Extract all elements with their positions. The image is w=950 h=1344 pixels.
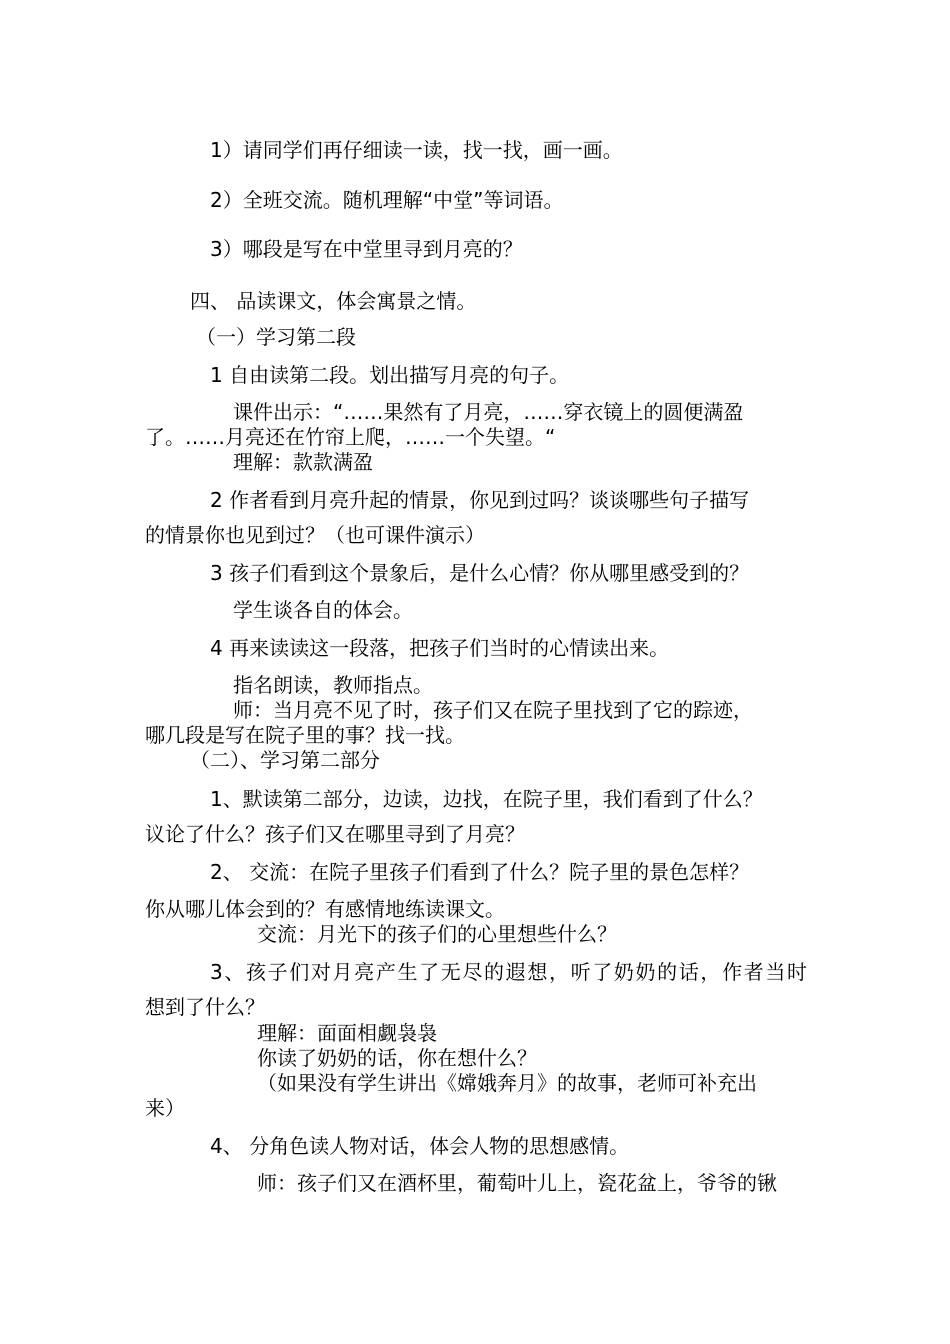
exchange-moonlight-thoughts: 交流：月光下的孩子们的心里想些什么？ — [257, 922, 617, 946]
part2-item-3-line-1: 3、孩子们对月亮产生了无尽的遐想，听了奶奶的话，作者当时 — [210, 960, 807, 984]
item-2-line-1: 2 作者看到月亮升起的情景，你见到过吗？谈谈哪些句子描写 — [210, 488, 750, 512]
item-1-free-reading: 1 自由读第二段。划出描写月亮的句子。 — [210, 363, 570, 387]
subsection-one-heading: （一）学习第二段 — [196, 325, 356, 349]
section-four-heading: 四、 品读课文，体会寓景之情。 — [190, 289, 477, 313]
teacher-closing-line: 师：孩子们又在酒杯里，葡萄叶儿上，瓷花盆上，爷爷的锹 — [257, 1171, 777, 1195]
part2-item-3-line-2: 想到了什么？ — [145, 995, 265, 1019]
part2-item-1-line-1: 1、默读第二部分，边读，边找，在院子里，我们看到了什么？ — [210, 787, 763, 811]
grandma-words-question: 你读了奶奶的话，你在想什么？ — [257, 1046, 537, 1070]
courseware-quote-line-1: 课件出示：“……果然有了月亮，……穿衣镜上的圆便满盈 — [233, 400, 744, 424]
teacher-transition-line-1: 师：当月亮不见了时，孩子们又在院子里找到了它的踪迹， — [233, 698, 753, 722]
part2-item-4-role-reading: 4、 分角色读人物对话，体会人物的思想感情。 — [210, 1134, 630, 1158]
part2-item-2-line-1: 2、 交流：在院子里孩子们看到了什么？院子里的景色怎样？ — [210, 860, 750, 884]
step-3-which-paragraph: 3）哪段是写在中堂里寻到月亮的？ — [210, 237, 523, 261]
story-supplement-line-2: 来） — [145, 1096, 185, 1120]
vocabulary-note-2: 理解：面面相觑袅袅 — [257, 1021, 437, 1045]
students-share: 学生谈各自的体会。 — [233, 598, 413, 622]
subsection-two-heading: （二）、学习第二部分 — [190, 748, 380, 772]
vocabulary-note-1: 理解：款款满盈 — [233, 450, 373, 474]
item-3-question: 3 孩子们看到这个景象后，是什么心情？你从哪里感受到的？ — [210, 561, 750, 585]
part2-item-2-line-2: 你从哪儿体会到的？有感情地练读课文。 — [145, 897, 505, 921]
part2-item-1-line-2: 议论了什么？孩子们又在哪里寻到了月亮？ — [145, 822, 525, 846]
item-4-reread: 4 再来读读这一段落，把孩子们当时的心情读出来。 — [210, 636, 670, 660]
teacher-transition-line-2: 哪几段是写在院子里的事？找一找。 — [145, 723, 465, 747]
step-1-read-again: 1）请同学们再仔细读一读，找一找，画一画。 — [210, 138, 623, 162]
story-supplement-line-1: （如果没有学生讲出《嫦娥奔月》的故事，老师可补充出 — [257, 1071, 757, 1095]
name-reading: 指名朗读，教师指点。 — [233, 673, 433, 697]
item-2-line-2: 的情景你也见到过？（也可课件演示） — [145, 523, 485, 547]
courseware-quote-line-2: 了。……月亮还在竹帘上爬，……一个失望。“ — [145, 425, 556, 449]
step-2-class-exchange: 2）全班交流。随机理解“中堂”等词语。 — [210, 188, 564, 212]
